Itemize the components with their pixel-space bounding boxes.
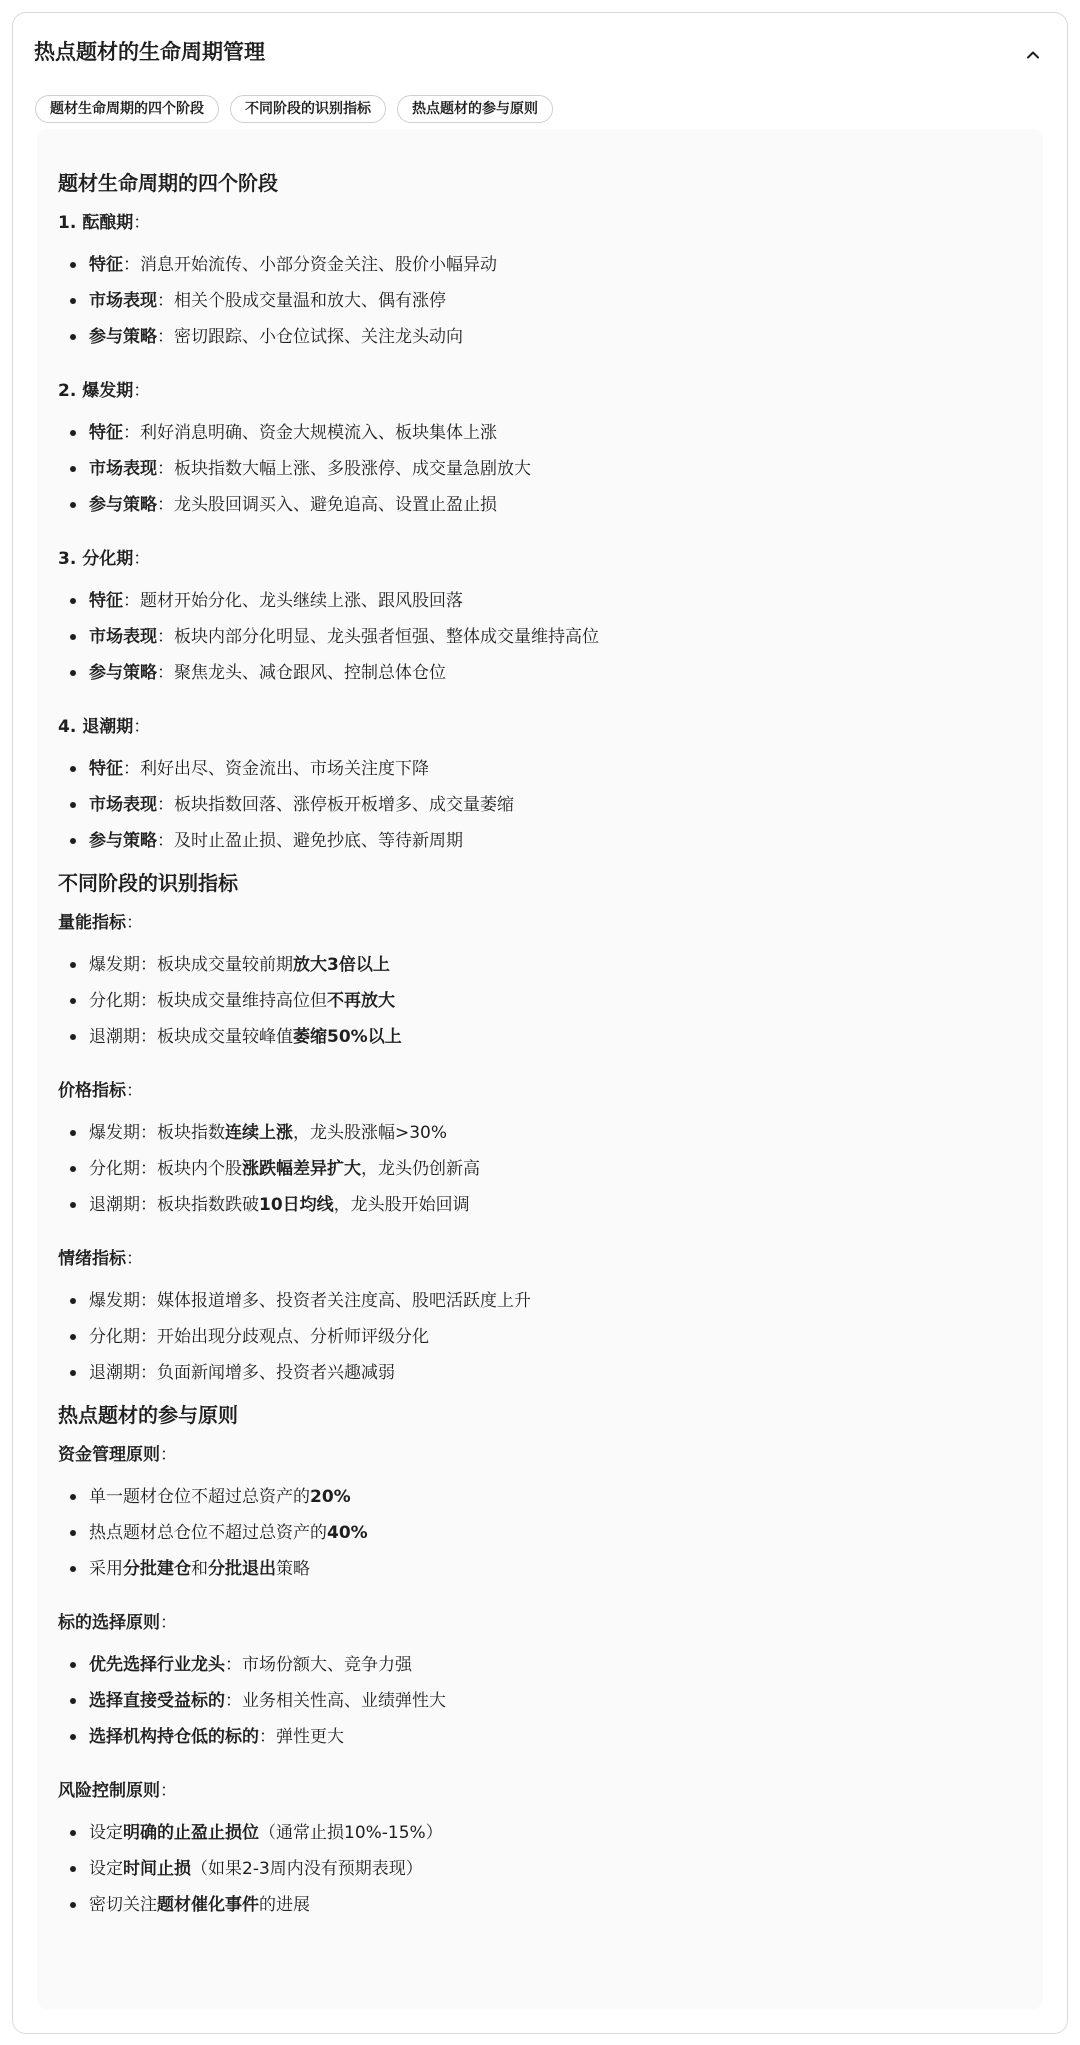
chip-identification-indicators[interactable]: 不同阶段的识别指标 bbox=[230, 95, 386, 123]
list-item: 分化期：板块成交量维持高位但不再放大 bbox=[58, 983, 1008, 1019]
bullet-list bbox=[58, 947, 1008, 1055]
group-label: 1. 酝酿期： bbox=[58, 213, 151, 233]
list-item: 特征：利好消息明确、资金大规模流入、板块集体上涨 bbox=[58, 415, 1008, 451]
list-item: 参与策略：及时止盈止损、避免抄底、等待新周期 bbox=[58, 823, 1008, 859]
bullet-list bbox=[58, 247, 1008, 355]
bullet-list bbox=[58, 1115, 1008, 1223]
card-title: 热点题材的生命周期管理 bbox=[34, 40, 265, 64]
list-item: 参与策略：龙头股回调买入、避免追高、设置止盈止损 bbox=[58, 487, 1008, 523]
list-item: 密切关注题材催化事件的进展 bbox=[58, 1887, 1008, 1923]
list-item: 热点题材总仓位不超过总资产的40% bbox=[58, 1515, 1008, 1551]
document-body bbox=[58, 169, 1008, 1939]
list-item: 选择机构持仓低的标的：弹性更大 bbox=[58, 1719, 1008, 1755]
section-chips bbox=[35, 95, 553, 123]
group-label: 4. 退潮期： bbox=[58, 717, 151, 737]
group-label: 标的选择原则： bbox=[58, 1613, 177, 1633]
list-item: 单一题材仓位不超过总资产的20% bbox=[58, 1479, 1008, 1515]
list-item: 市场表现：相关个股成交量温和放大、偶有涨停 bbox=[58, 283, 1008, 319]
list-item: 退潮期：板块成交量较峰值萎缩50%以上 bbox=[58, 1019, 1008, 1055]
bullet-list bbox=[58, 1815, 1008, 1923]
bullet-list bbox=[58, 1647, 1008, 1755]
list-item: 爆发期：板块成交量较前期放大3倍以上 bbox=[58, 947, 1008, 983]
list-item: 特征：题材开始分化、龙头继续上涨、跟风股回落 bbox=[58, 583, 1008, 619]
group-label: 情绪指标： bbox=[58, 1249, 143, 1269]
section-heading: 不同阶段的识别指标 bbox=[58, 871, 238, 895]
content-panel bbox=[37, 129, 1043, 2009]
list-item: 退潮期：负面新闻增多、投资者兴趣减弱 bbox=[58, 1355, 1008, 1391]
group-label: 价格指标： bbox=[58, 1081, 143, 1101]
list-item: 参与策略：聚焦龙头、减仓跟风、控制总体仓位 bbox=[58, 655, 1008, 691]
bullet-list bbox=[58, 1283, 1008, 1391]
list-item: 参与策略：密切跟踪、小仓位试探、关注龙头动向 bbox=[58, 319, 1008, 355]
list-item: 设定时间止损（如果2-3周内没有预期表现） bbox=[58, 1851, 1008, 1887]
list-item: 爆发期：媒体报道增多、投资者关注度高、股吧活跃度上升 bbox=[58, 1283, 1008, 1319]
list-item: 退潮期：板块指数跌破10日均线，龙头股开始回调 bbox=[58, 1187, 1008, 1223]
list-item: 市场表现：板块指数大幅上涨、多股涨停、成交量急剧放大 bbox=[58, 451, 1008, 487]
list-item: 市场表现：板块指数回落、涨停板开板增多、成交量萎缩 bbox=[58, 787, 1008, 823]
bullet-list bbox=[58, 751, 1008, 859]
list-item: 市场表现：板块内部分化明显、龙头强者恒强、整体成交量维持高位 bbox=[58, 619, 1008, 655]
list-item: 优先选择行业龙头：市场份额大、竞争力强 bbox=[58, 1647, 1008, 1683]
list-item: 设定明确的止盈止损位（通常止损10%-15%） bbox=[58, 1815, 1008, 1851]
group-label: 风险控制原则： bbox=[58, 1781, 177, 1801]
section-heading: 题材生命周期的四个阶段 bbox=[58, 171, 278, 195]
chevron-up-icon bbox=[1024, 46, 1042, 64]
chip-lifecycle-stages[interactable]: 题材生命周期的四个阶段 bbox=[35, 95, 219, 123]
section-heading: 热点题材的参与原则 bbox=[58, 1403, 238, 1427]
group-label: 量能指标： bbox=[58, 913, 143, 933]
list-item: 分化期：板块内个股涨跌幅差异扩大，龙头仍创新高 bbox=[58, 1151, 1008, 1187]
group-label: 2. 爆发期： bbox=[58, 381, 151, 401]
collapse-button[interactable] bbox=[1019, 41, 1047, 69]
chip-participation-principles[interactable]: 热点题材的参与原则 bbox=[397, 95, 553, 123]
bullet-list bbox=[58, 415, 1008, 523]
list-item: 选择直接受益标的：业务相关性高、业绩弹性大 bbox=[58, 1683, 1008, 1719]
group-label: 3. 分化期： bbox=[58, 549, 151, 569]
topic-lifecycle-card bbox=[12, 12, 1068, 2034]
list-item: 爆发期：板块指数连续上涨，龙头股涨幅>30% bbox=[58, 1115, 1008, 1151]
bullet-list bbox=[58, 1479, 1008, 1587]
list-item: 特征：利好出尽、资金流出、市场关注度下降 bbox=[58, 751, 1008, 787]
list-item: 采用分批建仓和分批退出策略 bbox=[58, 1551, 1008, 1587]
bullet-list bbox=[58, 583, 1008, 691]
list-item: 分化期：开始出现分歧观点、分析师评级分化 bbox=[58, 1319, 1008, 1355]
group-label: 资金管理原则： bbox=[58, 1445, 177, 1465]
list-item: 特征：消息开始流传、小部分资金关注、股价小幅异动 bbox=[58, 247, 1008, 283]
